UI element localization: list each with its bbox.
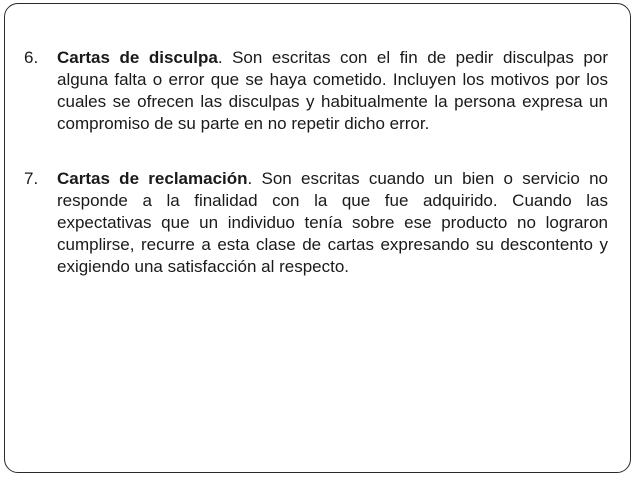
item-body-text: . Son escritas cuando un bien o servicio no responde a la finalidad con la que fue adquirido. Cuando las expectativas que un individuo tenía sobre ese producto no lograron cumplirse, recurre a esta clase de cartas expresando su descontento y exigiendo una satisfacción al respecto.: [57, 169, 609, 276]
item-body-text: . Son escritas con el fin de pedir disculpas por alguna falta o error que se haya cometido. Incluyen los motivos por los cuales se ofrecen las disculpas y habitualmente la persona expresa un compromiso de su parte en no repetir dicho error.: [57, 48, 608, 133]
item-number: 6.: [24, 48, 39, 67]
list-item-cartas-de-disculpa: [24, 47, 608, 135]
item-title: Cartas de reclamación: [57, 169, 248, 188]
item-title: Cartas de disculpa: [57, 48, 218, 67]
item-paragraph: [57, 47, 608, 135]
item-paragraph: [57, 168, 608, 278]
list-item-cartas-de-reclamacion: [24, 168, 608, 278]
item-number: 7.: [24, 169, 39, 188]
